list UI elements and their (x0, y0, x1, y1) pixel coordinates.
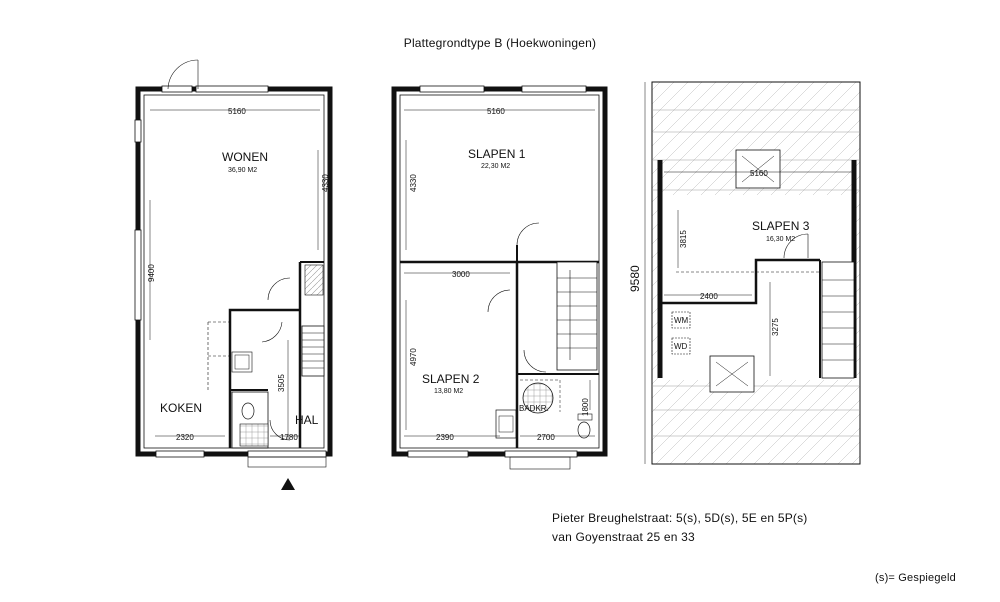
first-floor-plan (394, 86, 605, 469)
dim-ground-left-height: 9400 (147, 264, 156, 282)
room-name-slapen-3: SLAPEN 3 (752, 219, 810, 233)
room-name-hal: HAL (295, 413, 319, 427)
dim-ground-right-upper: 4330 (321, 174, 330, 192)
label-washing-machine: WM (674, 316, 689, 325)
ground-floor-plan (135, 60, 330, 490)
ground-window-top (196, 86, 268, 92)
dim-attic-total-depth: 9580 (628, 265, 642, 292)
mirrored-legend: (s)= Gespiegeld (875, 572, 956, 584)
dim-first-top-width: 5160 (487, 107, 505, 116)
dim-first-bottom-left: 2390 (436, 433, 454, 442)
dim-first-left-lower: 4970 (409, 348, 418, 366)
room-name-koken: KOKEN (160, 401, 203, 415)
address-line-2: van Goyenstraat 25 en 33 (552, 530, 695, 544)
ground-stair (302, 326, 324, 376)
room-area-slapen-3: 16,30 M2 (766, 236, 796, 243)
attic-stair (822, 262, 854, 378)
room-area-wonen: 36,90 M2 (228, 167, 258, 174)
entrance-arrow-icon (281, 478, 295, 490)
page-title: Plattegrondtype B (Hoekwoningen) (403, 36, 597, 50)
dim-attic-right-height: 3275 (771, 318, 780, 336)
room-name-slapen-2: SLAPEN 2 (422, 372, 480, 386)
dim-ground-top-width: 5160 (228, 107, 246, 116)
dim-attic-left-width: 2400 (700, 292, 718, 301)
dim-ground-bottom-right: 1780 (280, 433, 298, 442)
room-name-slapen-1: SLAPEN 1 (468, 147, 526, 161)
room-name-badkamer: BADKR. (519, 404, 549, 413)
dim-ground-hal-height: 3505 (277, 374, 286, 392)
dim-first-left-upper: 4330 (409, 174, 418, 192)
dim-first-mid-width: 3000 (452, 270, 470, 279)
address-line-1: Pieter Breughelstraat: 5(s), 5D(s), 5E en 5P(s) (552, 511, 808, 525)
room-area-slapen-2: 13,80 M2 (434, 388, 464, 395)
room-area-slapen-1: 22,30 M2 (481, 163, 511, 170)
room-name-wonen: WONEN (222, 150, 268, 164)
dim-attic-top-width: 5160 (750, 169, 768, 178)
label-dryer: WD (674, 342, 688, 351)
attic-floor-plan (628, 82, 860, 464)
dim-ground-bottom-left: 2320 (176, 433, 194, 442)
dim-first-bottom-right: 2700 (537, 433, 555, 442)
dim-first-bath-height: 1800 (581, 398, 590, 416)
dim-attic-room-height: 3815 (679, 230, 688, 248)
